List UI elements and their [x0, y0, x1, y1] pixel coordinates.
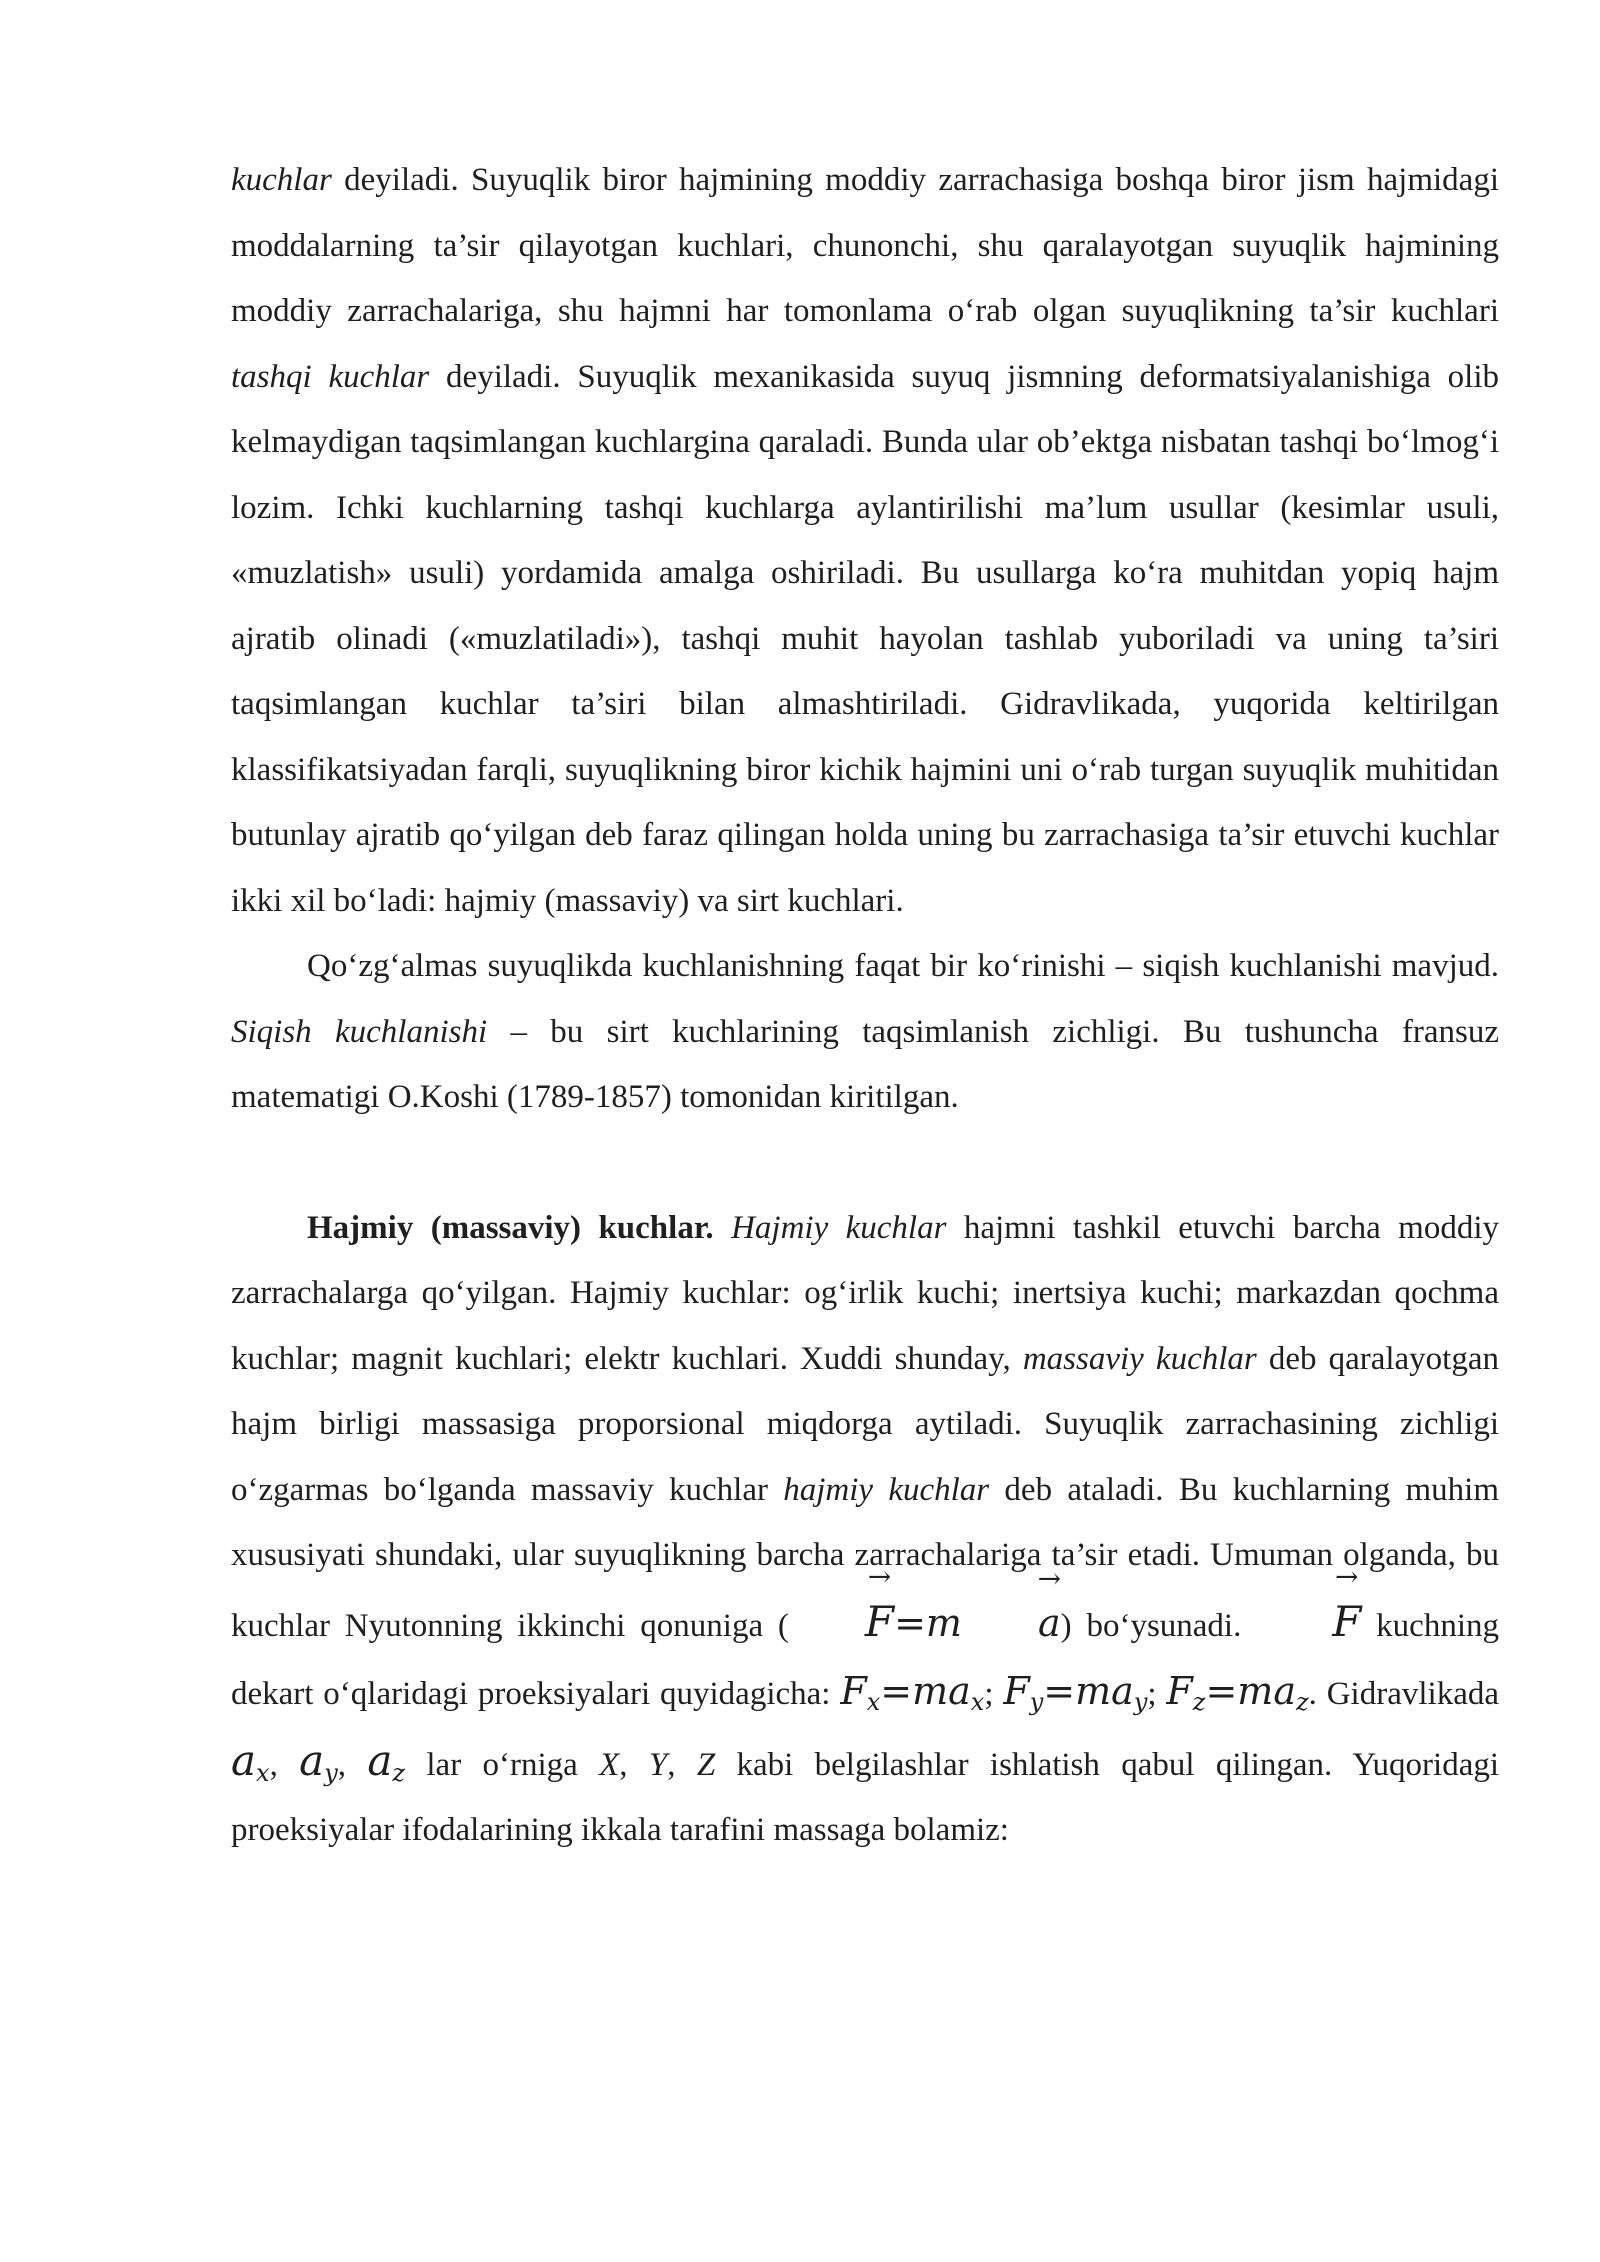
formula-vector-F	[1256, 1597, 1361, 1646]
paragraph-3-text-h: kabi belgilashlar ishlatish qabul qilingan. Yuqoridagi proeksiyalar ifodalarining ikkala tarafini massaga bolamiz:	[231, 1746, 1500, 1848]
separator-2: ;	[1147, 1676, 1167, 1712]
paragraph-3-text-f: Gidravlikada	[1316, 1676, 1499, 1712]
section-heading: Hajmiy (massaviy) kuchlar.	[307, 1209, 714, 1246]
comma-4: ,	[667, 1746, 697, 1783]
sub-az: z	[1295, 1688, 1309, 1716]
symbol-ma-z: ma	[1237, 1669, 1296, 1713]
formula-newton-second-law	[789, 1596, 1061, 1646]
comma-3: ,	[619, 1746, 649, 1783]
sub-x-2: x	[256, 1758, 270, 1787]
formula-Fz	[1166, 1669, 1309, 1716]
sub-ax: x	[970, 1688, 985, 1716]
paragraph-3-text-c: deb ataladi. Bu kuchlarning muhim xususiyati shundaki, ular suyuqlikning barcha zarrachalariga ta’sir etadi. Umuman olganda, bu kuchlar Nyutonning ikkinchi qonuniga (	[231, 1471, 1500, 1644]
sub-z: z	[1192, 1688, 1206, 1716]
symbol-Z: Z	[696, 1746, 716, 1783]
formula-Fx	[840, 1669, 985, 1716]
symbol-ax	[231, 1736, 270, 1785]
vector-F: → F	[789, 1589, 894, 1655]
vector-a: → a	[962, 1591, 1061, 1657]
term-kuchlar: kuchlar	[231, 162, 332, 198]
comma-1: ,	[269, 1746, 300, 1783]
symbol-X: X	[599, 1746, 620, 1783]
term-siqish-kuchlanishi: Siqish kuchlanishi	[231, 1013, 488, 1050]
paragraph-3-text-d: ) bo‘ysunadi.	[1060, 1607, 1257, 1644]
formula-end: .	[1308, 1676, 1317, 1712]
a-x: a	[231, 1735, 257, 1785]
symbol-F-x: F	[840, 1669, 867, 1713]
paragraph-3-text-e: kuchning dekart o‘qlaridagi proeksiyalari quyidagicha:	[231, 1607, 1499, 1712]
symbol-az	[367, 1736, 405, 1785]
paragraph-1-text-b: deyiladi. Suyuqlik mexanikasida suyuq jismning deformatsiyalanishiga olib kelmaydigan taqsimlangan kuchlargina qaraladi. Bunda ular ob’ektga nisbatan tashqi bo‘lmog‘i lozim. Ichki kuchlarning tashqi kuchlarga aylantirilishi ma’lum usullar (kesimlar usuli, «muzlatish» usuli) yordamida amalga oshiriladi. Bu usullarga ko‘ra muhitdan yopiq hajm ajratib olinadi («muzlatiladi»), tashqi muhit hayolan tashlab yuboriladi va uning ta’siri taqsimlangan kuchlar ta’siri bilan almashtiriladi. Gidravlikada, yuqorida keltirilgan klassifikatsiyadan farqli, suyuqlikning biror kichik hajmini uni o‘rab turgan suyuqlik muhitidan butunlay ajratib qo‘yilgan deb faraz qilingan holda uning bu zarrachasiga ta’sir etuvchi kuchlar ikki xil bo‘ladi: hajmiy (massaviy) va sirt kuchlari.	[231, 358, 1499, 919]
a-z: a	[367, 1735, 393, 1785]
vector-F-standalone: → F	[1256, 1589, 1361, 1655]
paragraph-3-text-g: lar o‘rniga	[405, 1746, 600, 1783]
symbol-F-z: F	[1166, 1669, 1193, 1713]
equals-z: =	[1205, 1669, 1238, 1713]
equals-x: =	[880, 1669, 913, 1713]
equals-y: =	[1043, 1669, 1076, 1713]
paragraph-gap	[231, 1131, 1499, 1196]
symbol-ma-x: ma	[912, 1669, 971, 1713]
document-page	[231, 148, 1499, 1864]
symbol-m: m	[925, 1600, 962, 1645]
equals-sign: =	[894, 1600, 926, 1645]
formula-Fy	[1003, 1669, 1148, 1716]
separator-1: ;	[984, 1676, 1004, 1712]
symbol-ay	[299, 1736, 338, 1785]
term-massaviy-kuchlar: massaviy kuchlar	[1022, 1340, 1257, 1377]
term-hajmiy-kuchlar: Hajmiy kuchlar	[731, 1209, 947, 1246]
term-hajmiy-kuchlar-2: hajmiy kuchlar	[783, 1471, 990, 1508]
paragraph-3	[231, 1196, 1499, 1864]
paragraph-3-text-a: hajmni tashkil etuvchi barcha moddiy zarrachalarga qo‘yilgan. Hajmiy kuchlar: og‘irlik kuchi; inertsiya kuchi; markazdan qochma kuchlar; magnit kuchlari; elektr kuchlari. Xuddi shunday,	[231, 1209, 1500, 1377]
sub-y-2: y	[324, 1758, 338, 1787]
term-tashqi-kuchlar: tashqi kuchlar	[231, 358, 430, 395]
sub-ay: y	[1133, 1688, 1148, 1716]
paragraph-2-text-b: – bu sirt kuchlarining taqsimlanish zichligi. Bu tushuncha fransuz matematigi O.Koshi (1789-1857) tomonidan kiritilgan.	[231, 1013, 1499, 1115]
sub-y: y	[1029, 1688, 1044, 1716]
a-y: a	[299, 1735, 325, 1785]
symbol-F-y: F	[1003, 1669, 1030, 1713]
paragraph-3-text-b: deb qaralayotgan hajm birligi massasiga proporsional miqdorga aytiladi. Suyuqlik zarrachasining zichligi o‘zgarmas bo‘lganda massaviy kuchlar	[231, 1340, 1499, 1508]
symbol-ma-y: ma	[1075, 1669, 1134, 1713]
paragraph-2	[231, 934, 1499, 1131]
sub-x: x	[866, 1688, 881, 1716]
comma-2: ,	[337, 1746, 368, 1783]
symbol-Y: Y	[648, 1746, 668, 1783]
paragraph-2-text-a: Qo‘zg‘almas suyuqlikda kuchlanishning faqat bir ko‘rinishi – siqish kuchlanishi mavjud.	[307, 948, 1499, 984]
paragraph-1-text-a: deyiladi. Suyuqlik biror hajmining moddiy zarrachasiga boshqa biror jism hajmidagi moddalarning ta’sir qilayotgan kuchlari, chunonchi, shu qaralayotgan suyuqlik hajmining moddiy zarrachalariga, shu hajmni har tomonlama o‘rab olgan suyuqlikning ta’sir kuchlari	[231, 162, 1499, 329]
paragraph-1	[231, 148, 1499, 934]
sub-z-2: z	[392, 1758, 406, 1787]
